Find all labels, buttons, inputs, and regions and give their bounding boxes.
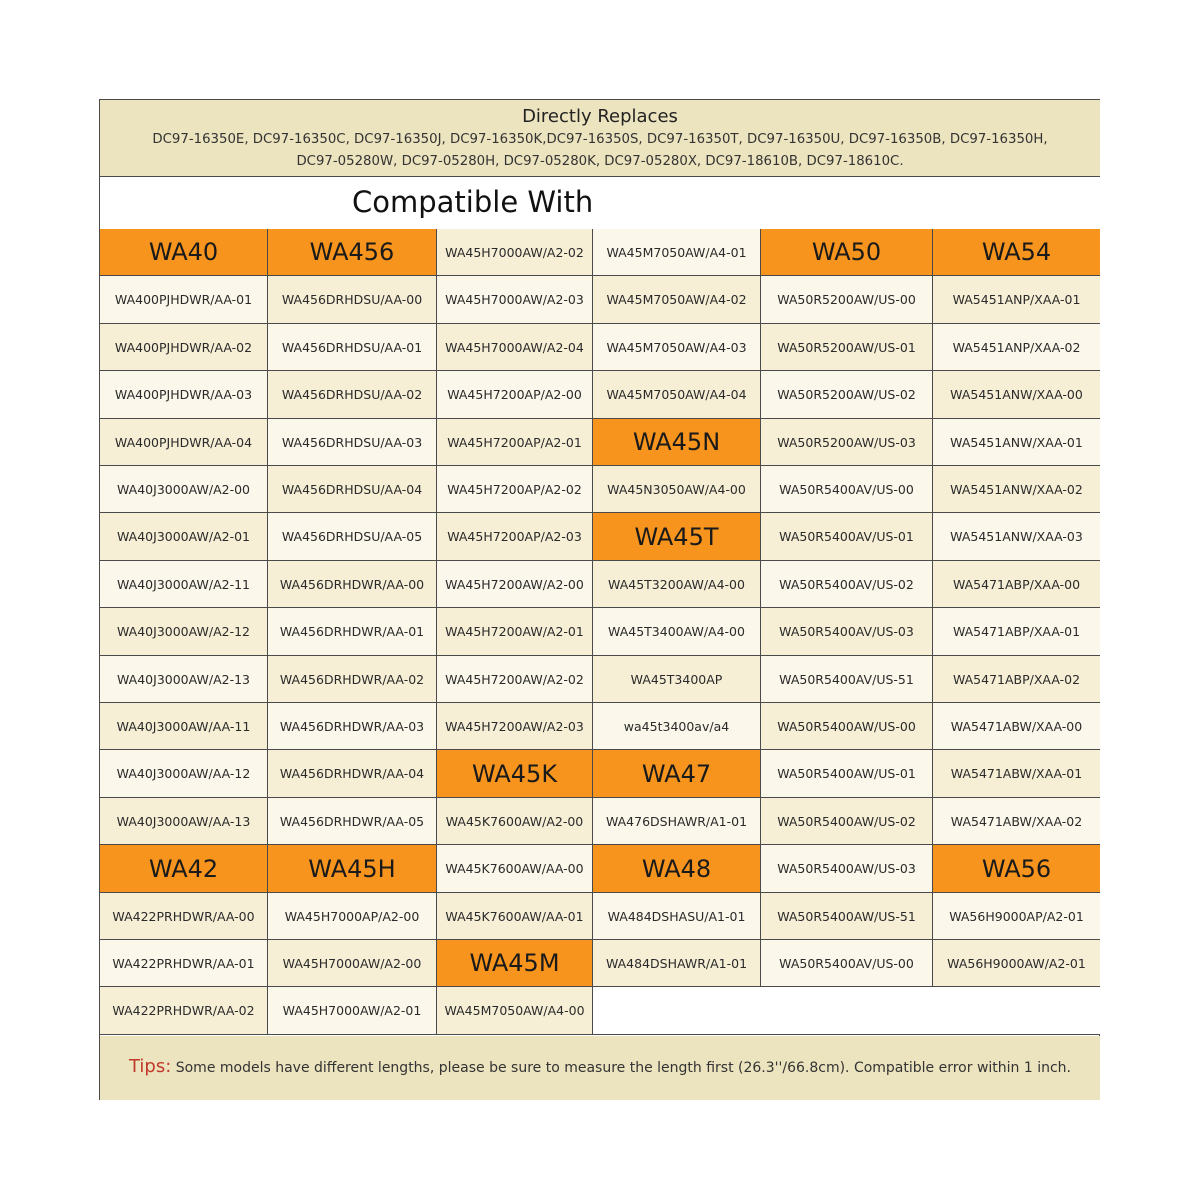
model-cell: WA5451ANW/XAA-01 bbox=[933, 419, 1100, 466]
model-cell: WA45M7050AW/A4-01 bbox=[593, 229, 761, 276]
model-cell: WA400PJHDWR/AA-01 bbox=[100, 276, 268, 324]
series-header-cell: WA40 bbox=[100, 229, 268, 276]
series-header-cell: WA456 bbox=[268, 229, 437, 276]
series-header-cell: WA45M bbox=[437, 940, 593, 987]
model-cell: WA40J3000AW/AA-11 bbox=[100, 703, 268, 750]
model-cell: WA45H7200AW/A2-03 bbox=[437, 703, 593, 750]
model-cell: WA50R5400AV/US-01 bbox=[761, 513, 933, 561]
model-cell: WA5471ABP/XAA-02 bbox=[933, 656, 1100, 703]
model-cell: WA484DSHAWR/A1-01 bbox=[593, 940, 761, 987]
model-cell: WA40J3000AW/A2-13 bbox=[100, 656, 268, 703]
model-cell: WA50R5200AW/US-02 bbox=[761, 371, 933, 419]
replaces-title: Directly Replaces bbox=[522, 106, 678, 127]
model-cell: WA45T3400AP bbox=[593, 656, 761, 703]
model-cell: WA5451ANP/XAA-02 bbox=[933, 324, 1100, 371]
model-cell: WA50R5400AW/US-02 bbox=[761, 798, 933, 845]
model-cell: WA456DRHDSU/AA-01 bbox=[268, 324, 437, 371]
model-cell: WA5471ABW/XAA-02 bbox=[933, 798, 1100, 845]
model-cell: WA45H7200AP/A2-01 bbox=[437, 419, 593, 466]
model-cell: WA50R5400AW/US-01 bbox=[761, 750, 933, 798]
series-header-cell: WA42 bbox=[100, 845, 268, 893]
model-cell: WA50R5200AW/US-00 bbox=[761, 276, 933, 324]
series-header-cell: WA54 bbox=[933, 229, 1100, 276]
replaces-part-numbers-line2: DC97-05280W, DC97-05280H, DC97-05280K, DC97-05280X, DC97-18610B, DC97-18610C. bbox=[296, 154, 904, 169]
compatible-banner bbox=[100, 177, 1100, 229]
model-cell: WA56H9000AW/A2-01 bbox=[933, 940, 1100, 987]
model-cell: WA400PJHDWR/AA-04 bbox=[100, 419, 268, 466]
model-cell: WA45K7600AW/A2-00 bbox=[437, 798, 593, 845]
model-cell: WA456DRHDWR/AA-01 bbox=[268, 608, 437, 656]
model-cell: WA50R5400AV/US-03 bbox=[761, 608, 933, 656]
model-cell: WA50R5400AV/US-02 bbox=[761, 561, 933, 608]
model-cell: WA40J3000AW/A2-01 bbox=[100, 513, 268, 561]
model-cell: WA45K7600AW/AA-01 bbox=[437, 893, 593, 940]
model-cell: WA50R5400AW/US-51 bbox=[761, 893, 933, 940]
empty-cell bbox=[761, 987, 933, 1035]
model-cell: WA400PJHDWR/AA-03 bbox=[100, 371, 268, 419]
model-cell: WA45H7200AW/A2-01 bbox=[437, 608, 593, 656]
model-cell: WA456DRHDSU/AA-00 bbox=[268, 276, 437, 324]
series-header-cell: WA50 bbox=[761, 229, 933, 276]
model-cell: WA422PRHDWR/AA-01 bbox=[100, 940, 268, 987]
model-cell: WA45H7200AP/A2-00 bbox=[437, 371, 593, 419]
model-cell: WA45M7050AW/A4-04 bbox=[593, 371, 761, 419]
model-cell: WA456DRHDWR/AA-02 bbox=[268, 656, 437, 703]
model-cell: WA56H9000AP/A2-01 bbox=[933, 893, 1100, 940]
tips-text: Some models have different lengths, please be sure to measure the length first (26.3''/66.8cm). Compatible error within 1 inch. bbox=[171, 1060, 1072, 1076]
series-header-cell: WA56 bbox=[933, 845, 1100, 893]
model-cell: WA45M7050AW/A4-02 bbox=[593, 276, 761, 324]
model-cell: WA45M7050AW/A4-03 bbox=[593, 324, 761, 371]
model-cell: WA45H7000AP/A2-00 bbox=[268, 893, 437, 940]
model-cell: WA456DRHDWR/AA-04 bbox=[268, 750, 437, 798]
model-cell: WA45H7000AW/A2-01 bbox=[268, 987, 437, 1035]
series-header-cell: WA45K bbox=[437, 750, 593, 798]
tips-label: Tips: bbox=[128, 1056, 172, 1077]
model-cell: WA50R5200AW/US-03 bbox=[761, 419, 933, 466]
series-header-cell: WA45H bbox=[268, 845, 437, 893]
tips-line bbox=[100, 1056, 1100, 1077]
model-table bbox=[100, 229, 1100, 1035]
model-cell: WA456DRHDSU/AA-02 bbox=[268, 371, 437, 419]
model-cell: WA484DSHASU/A1-01 bbox=[593, 893, 761, 940]
model-cell: WA5471ABW/XAA-01 bbox=[933, 750, 1100, 798]
model-cell: WA40J3000AW/AA-13 bbox=[100, 798, 268, 845]
model-cell: WA50R5400AW/US-03 bbox=[761, 845, 933, 893]
model-cell: WA50R5400AV/US-00 bbox=[761, 940, 933, 987]
model-cell: WA45H7200AW/A2-00 bbox=[437, 561, 593, 608]
series-header-cell: WA45N bbox=[593, 419, 761, 466]
series-header-cell: WA45T bbox=[593, 513, 761, 561]
model-cell: WA40J3000AW/A2-12 bbox=[100, 608, 268, 656]
model-cell: WA45H7000AW/A2-00 bbox=[268, 940, 437, 987]
model-cell: WA456DRHDSU/AA-04 bbox=[268, 466, 437, 513]
model-cell: WA5451ANW/XAA-03 bbox=[933, 513, 1100, 561]
model-cell: WA456DRHDWR/AA-05 bbox=[268, 798, 437, 845]
model-cell: WA476DSHAWR/A1-01 bbox=[593, 798, 761, 845]
model-cell: WA45T3400AW/A4-00 bbox=[593, 608, 761, 656]
model-cell: WA400PJHDWR/AA-02 bbox=[100, 324, 268, 371]
model-cell: WA456DRHDWR/AA-03 bbox=[268, 703, 437, 750]
model-cell: WA45H7200AP/A2-02 bbox=[437, 466, 593, 513]
model-cell: WA50R5400AV/US-51 bbox=[761, 656, 933, 703]
model-cell: WA422PRHDWR/AA-00 bbox=[100, 893, 268, 940]
model-cell: WA5451ANP/XAA-01 bbox=[933, 276, 1100, 324]
model-cell: WA45N3050AW/A4-00 bbox=[593, 466, 761, 513]
model-cell: WA40J3000AW/AA-12 bbox=[100, 750, 268, 798]
model-cell: wa45t3400av/a4 bbox=[593, 703, 761, 750]
model-cell: WA456DRHDSU/AA-03 bbox=[268, 419, 437, 466]
model-cell: WA45H7200AW/A2-02 bbox=[437, 656, 593, 703]
model-cell: WA50R5200AW/US-01 bbox=[761, 324, 933, 371]
model-cell: WA50R5400AW/US-00 bbox=[761, 703, 933, 750]
model-cell: WA456DRHDSU/AA-05 bbox=[268, 513, 437, 561]
compatible-title: Compatible With bbox=[352, 185, 594, 219]
model-cell: WA45H7200AP/A2-03 bbox=[437, 513, 593, 561]
model-cell: WA5471ABP/XAA-01 bbox=[933, 608, 1100, 656]
empty-cell bbox=[593, 987, 761, 1035]
model-cell: WA45M7050AW/A4-00 bbox=[437, 987, 593, 1035]
model-cell: WA422PRHDWR/AA-02 bbox=[100, 987, 268, 1035]
model-cell: WA5471ABW/XAA-00 bbox=[933, 703, 1100, 750]
model-cell: WA5471ABP/XAA-00 bbox=[933, 561, 1100, 608]
empty-cell bbox=[933, 987, 1100, 1035]
model-cell: WA45H7000AW/A2-02 bbox=[437, 229, 593, 276]
replaces-header bbox=[100, 100, 1100, 177]
replaces-part-numbers-line1: DC97-16350E, DC97-16350C, DC97-16350J, DC97-16350K,DC97-16350S, DC97-16350T, DC97-16350U, DC97-16350B, DC97-16350H, bbox=[152, 132, 1048, 147]
model-cell: WA50R5400AV/US-00 bbox=[761, 466, 933, 513]
series-header-cell: WA47 bbox=[593, 750, 761, 798]
model-cell: WA45T3200AW/A4-00 bbox=[593, 561, 761, 608]
model-cell: WA45H7000AW/A2-04 bbox=[437, 324, 593, 371]
model-cell: WA40J3000AW/A2-11 bbox=[100, 561, 268, 608]
model-cell: WA45K7600AW/AA-00 bbox=[437, 845, 593, 893]
model-cell: WA45H7000AW/A2-03 bbox=[437, 276, 593, 324]
model-cell: WA456DRHDWR/AA-00 bbox=[268, 561, 437, 608]
compatibility-sheet bbox=[99, 99, 1100, 1100]
model-cell: WA5451ANW/XAA-02 bbox=[933, 466, 1100, 513]
model-cell: WA5451ANW/XAA-00 bbox=[933, 371, 1100, 419]
model-cell: WA40J3000AW/A2-00 bbox=[100, 466, 268, 513]
series-header-cell: WA48 bbox=[593, 845, 761, 893]
tips-footer bbox=[100, 1036, 1100, 1100]
